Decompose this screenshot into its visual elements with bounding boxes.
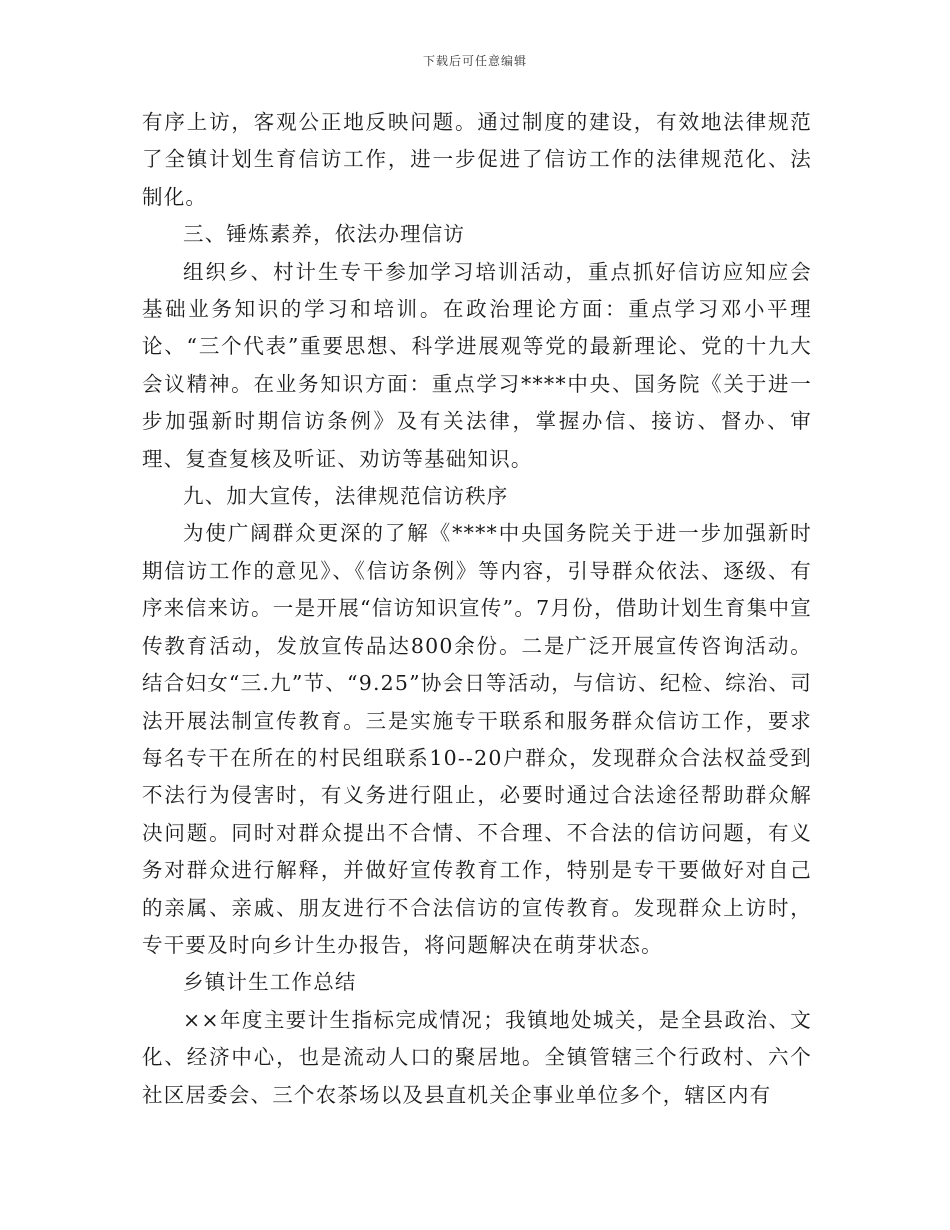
document-body [142,104,812,1114]
paragraph-summary: ××年度主要计生指标完成情况；我镇地处城关，是全县政治、文化、经济中心，也是流动人口的聚居地。全镇管辖三个行政村、六个社区居委会、三个农茶场以及县直机关企事业单位多个，辖区内有 [142,1007,812,1107]
page-header-note: 下载后可任意编辑 [422,54,527,68]
section-heading-summary: 乡镇计生工作总结 [183,970,357,995]
section-heading-nine: 九、加大宣传，法律规范信访秩序 [183,484,509,509]
section-heading-three: 三、锤炼素养，依法办理信访 [183,222,466,247]
paragraph-publicity: 为使广阔群众更深的了解《****中央国务院关于进一步加强新时期信访工作的意见》、《信访条例》等内容，引导群众依法、逐级、有序来信来访。一是开展“信访知识宣传”。7月份，借助计划生育集中宣传教育活动，发放宣传品达800余份。二是广泛开展宣传咨询活动。结合妇女“三.九”节、“9.25”协会日等活动，与信访、纪检、综治、司法开展法制宣传教育。三是实施专干联系和服务群众信访工作，要求每名专干在所在的村民组联系10--20户群众，发现群众合法权益受到不法行为侵害时，有义务进行阻止，必要时通过合法途径帮助群众解决问题。同时对群众提出不合情、不合理、不合法的信访问题，有义务对群众进行解释，并做好宣传教育工作，特别是专干要做好对自己的亲属、亲戚、朋友进行不合法信访的宣传教育。发现群众上访时，专干要及时向乡计生办报告，将问题解决在萌芽状态。 [142,521,812,957]
paragraph-training: 组织乡、村计生专干参加学习培训活动，重点抓好信访应知应会基础业务知识的学习和培训。在政治理论方面：重点学习邓小平理论、“三个代表”重要思想、科学进展观等党的最新理论、党的十九大会议精神。在业务知识方面：重点学习****中央、国务院《关于进一步加强新时期信访条例》及有关法律，掌握办信、接访、督办、审理、复查复核及听证、劝访等基础知识。 [142,259,812,471]
paragraph-continuation: 有序上访，客观公正地反映问题。通过制度的建设，有效地法律规范了全镇计划生育信访工作，进一步促进了信访工作的法律规范化、法制化。 [142,110,812,209]
